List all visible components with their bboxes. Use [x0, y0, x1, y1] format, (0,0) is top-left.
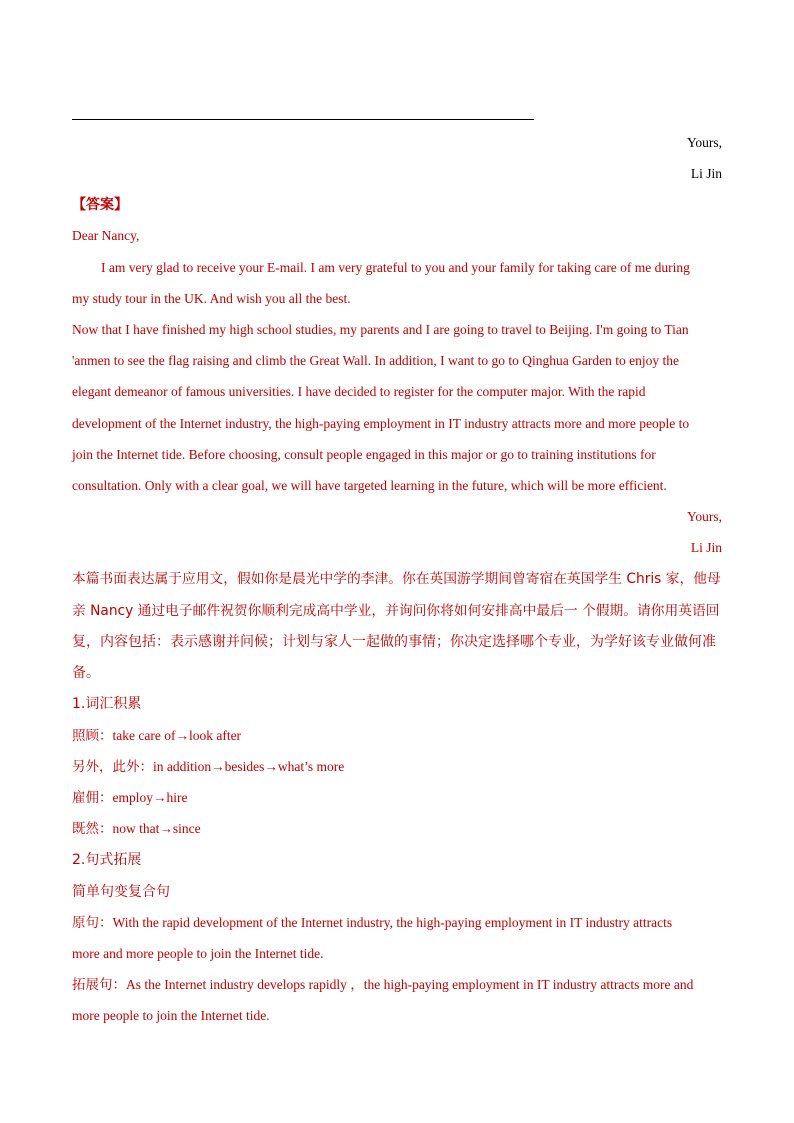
answer-line: I am very glad to receive your E-mail. I am very grateful to you and your family for taking care of me during — [101, 260, 690, 275]
sentence-heading: 2.句式拓展 — [72, 852, 142, 868]
answer-line: join the Internet tide. Before choosing, consult people engaged in this major or go to training institutions for — [72, 447, 656, 462]
original-sentence-line: 原句：With the rapid development of the Internet industry, the high-paying employment in IT industry attracts — [72, 915, 673, 930]
answer-line: consultation. Only with a clear goal, we will have targeted learning in the future, which will be more efficient. — [72, 478, 667, 493]
answer-line: development of the Internet industry, the high-paying employment in IT industry attracts more and more people to — [72, 416, 690, 431]
vocab-item: 雇佣：employ→hire — [72, 790, 188, 805]
signature-text: Li Jin — [690, 166, 722, 181]
sentence-subheading: 简单句变复合句 — [72, 884, 170, 900]
answer-label: 【答案】 — [72, 197, 128, 213]
answer-greeting: Dear Nancy, — [72, 228, 140, 243]
vocab-heading: 1.词汇积累 — [72, 696, 142, 712]
expanded-sentence-line: more people to join the Internet tide. — [72, 1008, 270, 1023]
vocab-item: 照顾：take care of→look after — [72, 728, 242, 743]
expanded-sentence-line: 拓展句：As the Internet industry develops rapidly ，the high-paying employment in IT industry attracts more and — [72, 977, 694, 992]
analysis-line: 复，内容包括：表示感谢并问候；计划与家人一起做的事情；你决定选择哪个专业，为学好该专业做何准 — [72, 634, 716, 650]
closing-text: Yours, — [686, 135, 722, 150]
answer-line: elegant demeanor of famous universities. I have decided to register for the computer major. With the rapid — [72, 384, 646, 399]
analysis-line: 备。 — [72, 665, 100, 681]
vocab-item: 既然：now that→since — [72, 821, 201, 836]
answer-line: Now that I have finished my high school studies, my parents and I are going to travel to Beijing. I'm going to Tian — [72, 322, 689, 337]
writing-line — [72, 119, 534, 120]
answer-signature: Li Jin — [690, 540, 722, 555]
analysis-line: 本篇书面表达属于应用文，假如你是晨光中学的李津。你在英国游学期间曾寄宿在英国学生 Chris 家，他母 — [72, 571, 721, 587]
answer-line: 'anmen to see the flag raising and climb the Great Wall. In addition, I want to go to Qinghua Garden to enjoy the — [72, 353, 679, 368]
original-sentence-line: more and more people to join the Internet tide. — [72, 946, 324, 961]
analysis-line: 亲 Nancy 通过电子邮件祝贺你顺利完成高中学业，并询问你将如何安排高中最后一 个假期。请你用英语回 — [72, 603, 720, 619]
answer-closing: Yours, — [686, 509, 722, 524]
answer-line: my study tour in the UK. And wish you all the best. — [72, 291, 351, 306]
vocab-item: 另外，此外：in addition→besides→what’s more — [72, 759, 345, 774]
